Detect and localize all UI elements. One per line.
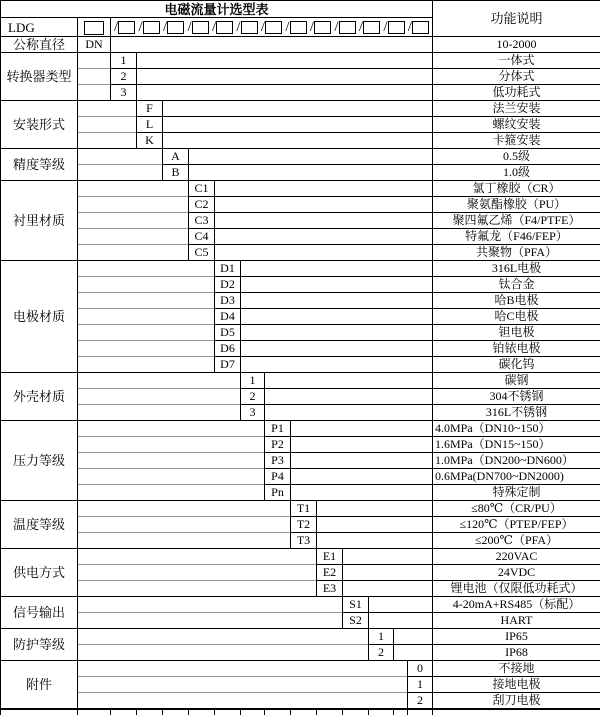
code-cell-electrode-material: D4 bbox=[215, 309, 241, 325]
empty-cell bbox=[78, 645, 369, 661]
empty-cell bbox=[78, 277, 215, 293]
group-label-liner-material: 衬里材质 bbox=[1, 181, 78, 261]
empty-cell bbox=[291, 437, 433, 453]
slash-separator: / bbox=[138, 18, 143, 35]
empty-cell bbox=[78, 517, 291, 533]
empty-cell bbox=[241, 357, 433, 373]
empty-cell bbox=[215, 181, 433, 197]
slash-separator: / bbox=[236, 18, 241, 35]
grid-stub-cell bbox=[343, 709, 369, 715]
model-box bbox=[84, 21, 104, 35]
group-label-housing-material: 外壳材质 bbox=[1, 373, 78, 421]
model-box bbox=[339, 21, 356, 34]
empty-cell bbox=[78, 293, 215, 309]
desc-cell-nominal-diameter: 10-2000 bbox=[433, 37, 600, 53]
grid-stub-cell bbox=[163, 709, 189, 715]
group-label-signal-output: 信号输出 bbox=[1, 597, 78, 629]
empty-cell bbox=[137, 53, 433, 69]
empty-cell bbox=[78, 549, 317, 565]
desc-cell-electrode-material: 哈C电极 bbox=[433, 309, 600, 325]
empty-cell bbox=[291, 421, 433, 437]
desc-cell-protection-rating: IP68 bbox=[433, 645, 600, 661]
empty-cell bbox=[78, 325, 215, 341]
model-boxes-cell bbox=[111, 18, 433, 37]
desc-cell-installation-type: 卡箍安装 bbox=[433, 133, 600, 149]
model-box bbox=[363, 21, 380, 34]
grid-stub-cell bbox=[78, 709, 111, 715]
desc-cell-installation-type: 法兰安装 bbox=[433, 101, 600, 117]
slash-separator: / bbox=[407, 18, 412, 35]
empty-cell bbox=[78, 229, 189, 245]
model-box bbox=[167, 21, 184, 34]
empty-cell bbox=[78, 165, 163, 181]
model-box-slot bbox=[138, 20, 159, 35]
model-box bbox=[216, 21, 233, 34]
desc-cell-temperature-rating: ≤120℃（PTEP/FEP） bbox=[433, 517, 600, 533]
slash-separator: / bbox=[334, 18, 339, 35]
desc-cell-electrode-material: 铂铱电极 bbox=[433, 341, 600, 357]
desc-cell-electrode-material: 钛合金 bbox=[433, 277, 600, 293]
model-box-slot bbox=[334, 20, 355, 35]
desc-cell-liner-material: 聚四氟乙烯（F4/PTFE） bbox=[433, 213, 600, 229]
model-box-slot bbox=[212, 20, 233, 35]
desc-cell-liner-material: 共聚物（PFA） bbox=[433, 245, 600, 261]
empty-cell bbox=[189, 149, 433, 165]
model-box bbox=[388, 21, 405, 34]
grid-stub-cell bbox=[241, 709, 265, 715]
model-box-slot bbox=[408, 20, 429, 35]
model-box-slot bbox=[163, 20, 184, 35]
code-cell-liner-material: C2 bbox=[189, 197, 215, 213]
empty-cell bbox=[78, 53, 111, 69]
empty-cell bbox=[291, 485, 433, 501]
model-box-slot bbox=[261, 20, 282, 35]
desc-cell-pressure-rating: 0.6MPa(DN700~DN2000) bbox=[433, 469, 600, 485]
desc-cell-signal-output: HART bbox=[433, 613, 600, 629]
empty-cell bbox=[343, 581, 433, 597]
grid-stub-cell bbox=[215, 709, 241, 715]
code-cell-electrode-material: D3 bbox=[215, 293, 241, 309]
model-box bbox=[143, 21, 160, 34]
desc-cell-pressure-rating: 特殊定制 bbox=[433, 485, 600, 501]
model-box-slot bbox=[187, 20, 208, 35]
desc-cell-power-supply: 24VDC bbox=[433, 565, 600, 581]
table-title: 电磁流量计选型表 bbox=[1, 1, 433, 18]
code-cell-accuracy-class: B bbox=[163, 165, 189, 181]
empty-cell bbox=[215, 197, 433, 213]
empty-cell bbox=[78, 341, 215, 357]
desc-cell-liner-material: 聚氨酯橡胶（PU） bbox=[433, 197, 600, 213]
desc-cell-accessories: 接地电极 bbox=[433, 677, 600, 693]
grid-stub-cell bbox=[265, 709, 291, 715]
empty-cell bbox=[369, 613, 433, 629]
slash-separator: / bbox=[162, 18, 168, 35]
code-cell-electrode-material: D6 bbox=[215, 341, 241, 357]
code-cell-converter-type: 3 bbox=[111, 85, 137, 101]
desc-cell-accessories: 刮刀电极 bbox=[433, 693, 600, 710]
desc-cell-converter-type: 一体式 bbox=[433, 53, 600, 69]
empty-cell bbox=[137, 85, 433, 101]
empty-cell bbox=[78, 629, 369, 645]
model-boxes-row bbox=[111, 20, 432, 35]
empty-cell bbox=[111, 37, 433, 53]
desc-cell-pressure-rating: 4.0MPa（DN10~150） bbox=[433, 421, 600, 437]
empty-cell bbox=[241, 325, 433, 341]
slash-separator: / bbox=[358, 18, 364, 35]
desc-cell-protection-rating: IP65 bbox=[433, 629, 600, 645]
code-cell-electrode-material: D5 bbox=[215, 325, 241, 341]
code-cell-pressure-rating: Pn bbox=[265, 485, 291, 501]
model-box bbox=[118, 21, 135, 34]
desc-cell-housing-material: 304不锈钢 bbox=[433, 389, 600, 405]
model-first-box-cell bbox=[78, 18, 111, 37]
empty-cell bbox=[78, 373, 241, 389]
empty-cell bbox=[241, 341, 433, 357]
grid-stub-cell bbox=[433, 709, 600, 715]
slash-separator: / bbox=[187, 18, 192, 35]
grid-stub-cell bbox=[291, 709, 317, 715]
code-cell-converter-type: 2 bbox=[111, 69, 137, 85]
empty-cell bbox=[78, 565, 317, 581]
empty-cell bbox=[215, 245, 433, 261]
grid-stub-cell bbox=[189, 709, 215, 715]
model-box-slot bbox=[383, 20, 404, 35]
empty-cell bbox=[78, 133, 137, 149]
empty-cell bbox=[241, 309, 433, 325]
group-label-installation-type: 安装形式 bbox=[1, 101, 78, 149]
desc-cell-power-supply: 220VAC bbox=[433, 549, 600, 565]
grid-stub-cell bbox=[137, 709, 163, 715]
empty-cell bbox=[265, 389, 433, 405]
empty-cell bbox=[215, 213, 433, 229]
code-cell-housing-material: 3 bbox=[241, 405, 265, 421]
empty-cell bbox=[78, 101, 137, 117]
slash-separator: / bbox=[114, 18, 119, 35]
code-cell-temperature-rating: T1 bbox=[291, 501, 317, 517]
code-cell-nominal-diameter: DN bbox=[78, 37, 111, 53]
empty-cell bbox=[78, 149, 163, 165]
grid-stub-cell bbox=[394, 709, 408, 715]
desc-cell-signal-output: 4-20mA+RS485（标配） bbox=[433, 597, 600, 613]
desc-cell-electrode-material: 哈B电极 bbox=[433, 293, 600, 309]
empty-cell bbox=[78, 357, 215, 373]
empty-cell bbox=[265, 405, 433, 421]
code-cell-signal-output: S1 bbox=[343, 597, 369, 613]
function-description-header: 功能说明 bbox=[433, 1, 600, 37]
empty-cell bbox=[78, 405, 241, 421]
code-cell-protection-rating: 2 bbox=[369, 645, 394, 661]
empty-cell bbox=[317, 517, 433, 533]
empty-cell bbox=[317, 501, 433, 517]
code-cell-protection-rating: 1 bbox=[369, 629, 394, 645]
empty-cell bbox=[394, 629, 433, 645]
empty-cell bbox=[78, 389, 241, 405]
code-cell-power-supply: E1 bbox=[317, 549, 343, 565]
empty-cell bbox=[78, 469, 265, 485]
empty-cell bbox=[78, 309, 215, 325]
empty-cell bbox=[215, 229, 433, 245]
group-label-nominal-diameter: 公称直径 bbox=[1, 37, 78, 53]
empty-cell bbox=[369, 597, 433, 613]
code-cell-power-supply: E3 bbox=[317, 581, 343, 597]
desc-cell-converter-type: 分体式 bbox=[433, 69, 600, 85]
code-cell-pressure-rating: P1 bbox=[265, 421, 291, 437]
code-cell-pressure-rating: P3 bbox=[265, 453, 291, 469]
code-cell-installation-type: L bbox=[137, 117, 163, 133]
empty-cell bbox=[78, 117, 137, 133]
code-cell-pressure-rating: P4 bbox=[265, 469, 291, 485]
empty-cell bbox=[78, 533, 291, 549]
empty-cell bbox=[78, 597, 343, 613]
desc-cell-liner-material: 特氟龙（F46/FEP） bbox=[433, 229, 600, 245]
empty-cell bbox=[78, 421, 265, 437]
empty-cell bbox=[78, 613, 343, 629]
empty-cell bbox=[78, 245, 189, 261]
group-label-power-supply: 供电方式 bbox=[1, 549, 78, 597]
slash-separator: / bbox=[285, 18, 290, 35]
code-cell-liner-material: C4 bbox=[189, 229, 215, 245]
grid-stub-cell bbox=[1, 709, 78, 715]
empty-cell bbox=[78, 661, 408, 677]
slash-separator: / bbox=[260, 18, 266, 35]
empty-cell bbox=[78, 261, 215, 277]
model-box bbox=[192, 21, 209, 34]
empty-cell bbox=[78, 485, 265, 501]
slash-separator: / bbox=[383, 18, 388, 35]
desc-cell-temperature-rating: ≤200℃（PFA） bbox=[433, 533, 600, 549]
code-cell-accessories: 0 bbox=[408, 661, 433, 677]
code-cell-housing-material: 2 bbox=[241, 389, 265, 405]
empty-cell bbox=[163, 117, 433, 133]
desc-cell-pressure-rating: 1.0MPa（DN200~DN600） bbox=[433, 453, 600, 469]
empty-cell bbox=[241, 277, 433, 293]
code-cell-installation-type: F bbox=[137, 101, 163, 117]
group-label-accessories: 附件 bbox=[1, 661, 78, 710]
desc-cell-liner-material: 氯丁橡胶（CR） bbox=[433, 181, 600, 197]
group-label-pressure-rating: 压力等级 bbox=[1, 421, 78, 501]
empty-cell bbox=[189, 165, 433, 181]
empty-cell bbox=[343, 549, 433, 565]
model-box bbox=[412, 21, 429, 34]
desc-cell-electrode-material: 碳化钨 bbox=[433, 357, 600, 373]
empty-cell bbox=[78, 213, 189, 229]
empty-cell bbox=[78, 693, 408, 710]
empty-cell bbox=[291, 469, 433, 485]
empty-cell bbox=[317, 533, 433, 549]
code-cell-converter-type: 1 bbox=[111, 53, 137, 69]
desc-cell-accuracy-class: 1.0级 bbox=[433, 165, 600, 181]
group-label-electrode-material: 电极材质 bbox=[1, 261, 78, 373]
model-box-slot bbox=[114, 20, 135, 35]
model-box-slot bbox=[310, 20, 331, 35]
empty-cell bbox=[78, 437, 265, 453]
empty-cell bbox=[78, 69, 111, 85]
empty-cell bbox=[163, 101, 433, 117]
code-cell-installation-type: K bbox=[137, 133, 163, 149]
grid-stub-cell bbox=[369, 709, 394, 715]
model-box-slot bbox=[236, 20, 257, 35]
desc-cell-housing-material: 316L不锈钢 bbox=[433, 405, 600, 421]
empty-cell bbox=[343, 565, 433, 581]
empty-cell bbox=[291, 453, 433, 469]
grid-stub-cell bbox=[111, 709, 137, 715]
empty-cell bbox=[137, 69, 433, 85]
empty-cell bbox=[78, 677, 408, 693]
desc-cell-pressure-rating: 1.6MPa（DN15~150） bbox=[433, 437, 600, 453]
empty-cell bbox=[241, 293, 433, 309]
empty-cell bbox=[163, 133, 433, 149]
code-cell-temperature-rating: T2 bbox=[291, 517, 317, 533]
code-cell-liner-material: C3 bbox=[189, 213, 215, 229]
desc-cell-accuracy-class: 0.5级 bbox=[433, 149, 600, 165]
slash-separator: / bbox=[211, 18, 217, 35]
empty-cell bbox=[241, 261, 433, 277]
code-cell-electrode-material: D1 bbox=[215, 261, 241, 277]
model-box bbox=[265, 21, 282, 34]
code-cell-accessories: 2 bbox=[408, 693, 433, 710]
empty-cell bbox=[394, 645, 433, 661]
desc-cell-accessories: 不接地 bbox=[433, 661, 600, 677]
model-prefix: LDG bbox=[1, 18, 78, 37]
group-label-accuracy-class: 精度等级 bbox=[1, 149, 78, 181]
model-box bbox=[241, 21, 258, 34]
desc-cell-electrode-material: 316L电极 bbox=[433, 261, 600, 277]
empty-cell bbox=[78, 181, 189, 197]
code-cell-housing-material: 1 bbox=[241, 373, 265, 389]
code-cell-signal-output: S2 bbox=[343, 613, 369, 629]
code-cell-power-supply: E2 bbox=[317, 565, 343, 581]
grid-stub-cell bbox=[317, 709, 343, 715]
model-box-slot bbox=[359, 20, 380, 35]
group-label-converter-type: 转换器类型 bbox=[1, 53, 78, 101]
group-label-temperature-rating: 温度等级 bbox=[1, 501, 78, 549]
code-cell-pressure-rating: P2 bbox=[265, 437, 291, 453]
empty-cell bbox=[78, 501, 291, 517]
desc-cell-temperature-rating: ≤80℃（CR/PU） bbox=[433, 501, 600, 517]
empty-cell bbox=[78, 581, 317, 597]
desc-cell-housing-material: 碳钢 bbox=[433, 373, 600, 389]
empty-cell bbox=[78, 197, 189, 213]
code-cell-electrode-material: D2 bbox=[215, 277, 241, 293]
desc-cell-installation-type: 螺纹安装 bbox=[433, 117, 600, 133]
desc-cell-power-supply: 锂电池（仅限低功耗式） bbox=[433, 581, 600, 597]
code-cell-temperature-rating: T3 bbox=[291, 533, 317, 549]
empty-cell bbox=[78, 85, 111, 101]
slash-separator: / bbox=[309, 18, 315, 35]
desc-cell-converter-type: 低功耗式 bbox=[433, 85, 600, 101]
model-box bbox=[290, 21, 307, 34]
empty-cell bbox=[265, 373, 433, 389]
desc-cell-electrode-material: 钽电极 bbox=[433, 325, 600, 341]
grid-stub-cell bbox=[408, 709, 433, 715]
code-cell-liner-material: C1 bbox=[189, 181, 215, 197]
code-cell-liner-material: C5 bbox=[189, 245, 215, 261]
code-cell-electrode-material: D7 bbox=[215, 357, 241, 373]
model-box-slot bbox=[285, 20, 306, 35]
group-label-protection-rating: 防护等级 bbox=[1, 629, 78, 661]
code-cell-accessories: 1 bbox=[408, 677, 433, 693]
model-box bbox=[314, 21, 331, 34]
empty-cell bbox=[78, 453, 265, 469]
code-cell-accuracy-class: A bbox=[163, 149, 189, 165]
